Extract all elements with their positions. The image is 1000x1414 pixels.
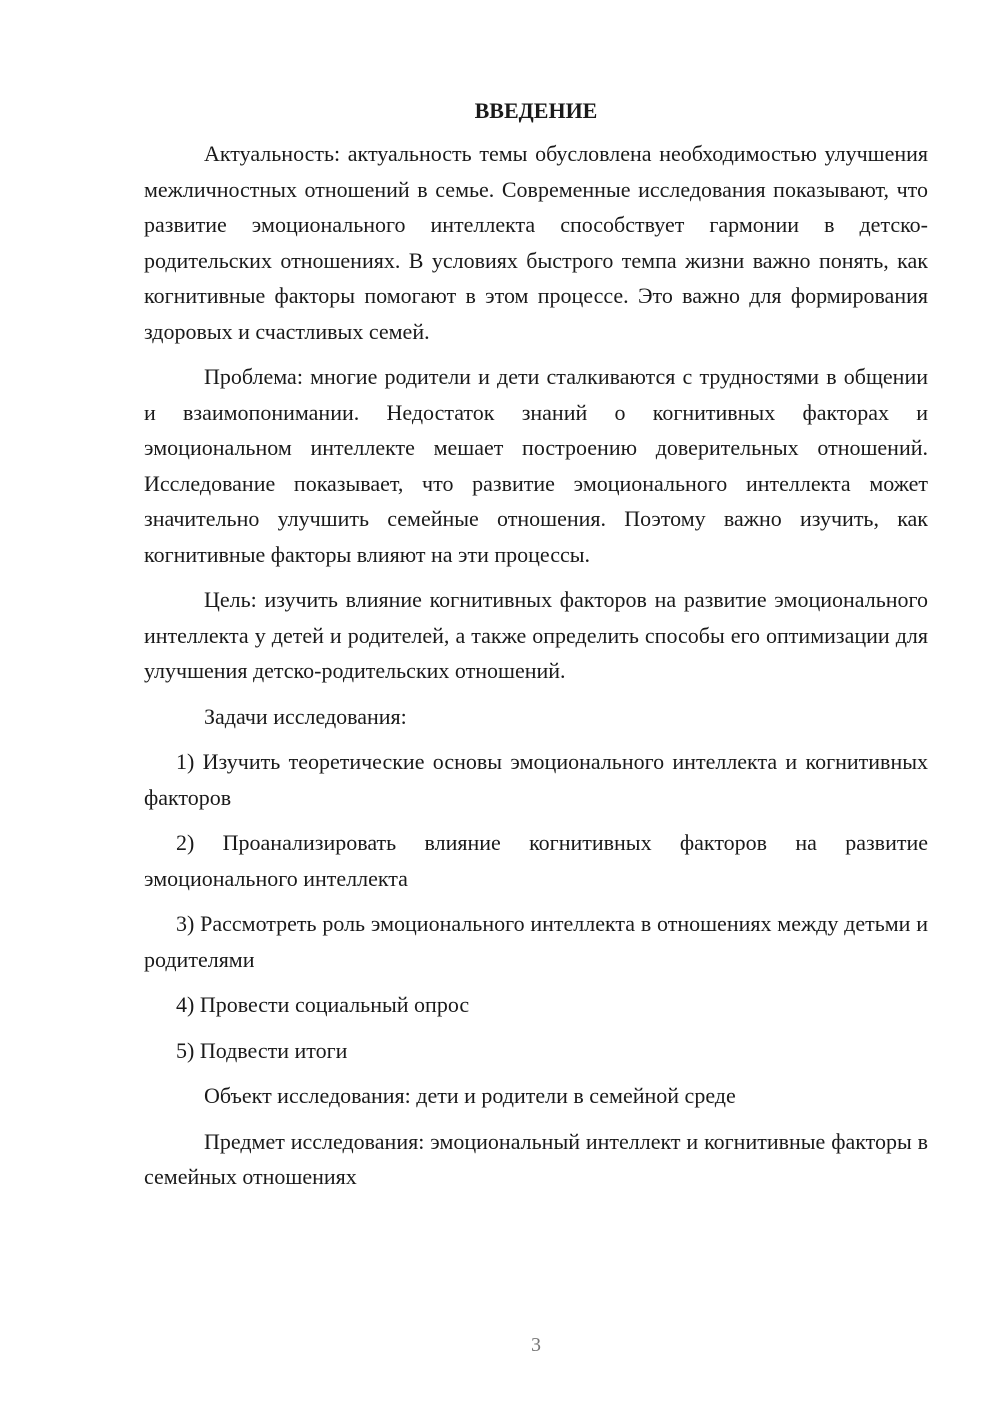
task-item: 2) Проанализировать влияние когнитивных факторов на развитие эмоционального интеллекта [144, 830, 928, 891]
task-item: 4) Провести социальный опрос [176, 992, 470, 1017]
paragraph-problem: Проблема: многие родители и дети сталкиваются с трудностями в общении и взаимопонимании. Недостаток знаний о когнитивных факторах и эмоциональном интеллекте мешает построению доверительных отношений. Исследование показывает, что развитие эмоционального интеллекта может значительно улучшить семейные отношения. Поэтому важно изучить, как когнитивные факторы влияют на эти процессы. [144, 364, 928, 567]
research-subject: Предмет исследования: эмоциональный интеллект и когнитивные факторы в семейных отношениях [144, 1128, 928, 1189]
page-number: 3 [531, 1334, 541, 1356]
paragraph-goal: Цель: изучить влияние когнитивных факторов на развитие эмоционального интеллекта у детей и родителей, а также определить способы его оптимизации для улучшения детско-родительских отношений. [144, 587, 928, 683]
tasks-heading: Задачи исследования: [204, 703, 407, 729]
task-item: 5) Подвести итоги [176, 1037, 348, 1063]
task-item: 1) Изучить теоретические основы эмоционального интеллекта и когнитивных факторов [144, 749, 928, 810]
page-content [144, 96, 928, 1205]
paragraph-relevance: Актуальность: актуальность темы обусловлена необходимостью улучшения межличностных отношений в семье. Современные исследования показывают, что развитие эмоционального интеллекта способствует гармонии в детско-родительских отношениях. В условиях быстрого темпа жизни важно понять, как когнитивные факторы помогают в этом процессе. Это важно для формирования здоровых и счастливых семей. [144, 141, 928, 344]
section-title: ВВЕДЕНИЕ [474, 98, 598, 123]
task-item: 3) Рассмотреть роль эмоционального интеллекта в отношениях между детьми и родителями [144, 911, 928, 972]
research-object: Объект исследования: дети и родители в семейной среде [204, 1083, 736, 1108]
